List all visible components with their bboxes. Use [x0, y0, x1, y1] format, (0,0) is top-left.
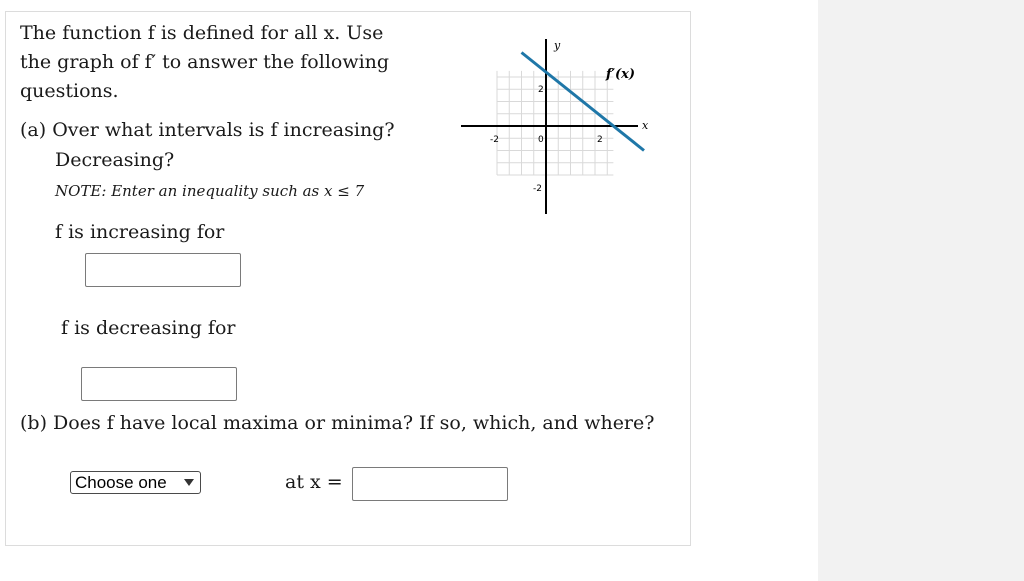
part-a-question: (a) Over what intervals is f increasing?: [20, 119, 395, 141]
question-card: [5, 11, 691, 546]
tick-label-origin: 0: [538, 135, 544, 145]
tick-label-y-neg: -2: [533, 184, 542, 194]
graph-grid: [497, 71, 613, 175]
extremum-select[interactable]: [70, 471, 201, 494]
decreasing-input[interactable]: [81, 367, 237, 401]
intro-text: [20, 19, 389, 106]
y-axis-label: y: [554, 39, 561, 52]
decreasing-label: f is decreasing for: [61, 317, 236, 339]
part-b-question: (b) Does f have local maxima or minima? If so, which, and where?: [20, 412, 655, 434]
intro-line-3: questions.: [20, 80, 119, 102]
at-x-label: at x =: [285, 471, 343, 493]
extremum-select-value: Choose one: [75, 473, 167, 492]
increasing-input[interactable]: [85, 253, 241, 287]
curve-label: f′(x): [606, 67, 636, 82]
inequality-note: NOTE: Enter an inequality such as x ≤ 7: [55, 182, 365, 200]
derivative-graph: [461, 39, 651, 229]
chevron-down-icon: [184, 479, 194, 486]
tick-label-x-neg: -2: [490, 135, 499, 145]
side-panel: [818, 0, 1024, 581]
tick-label-y-pos: 2: [538, 85, 544, 95]
intro-line-1: The function f is defined for all x. Use: [20, 22, 384, 44]
part-a-question-decreasing: Decreasing?: [55, 149, 175, 171]
x-axis-label: x: [642, 119, 649, 132]
intro-line-2: the graph of f′ to answer the following: [20, 51, 390, 73]
tick-label-x-pos: 2: [597, 135, 603, 145]
increasing-label: f is increasing for: [55, 221, 225, 243]
at-x-input[interactable]: [352, 467, 508, 501]
